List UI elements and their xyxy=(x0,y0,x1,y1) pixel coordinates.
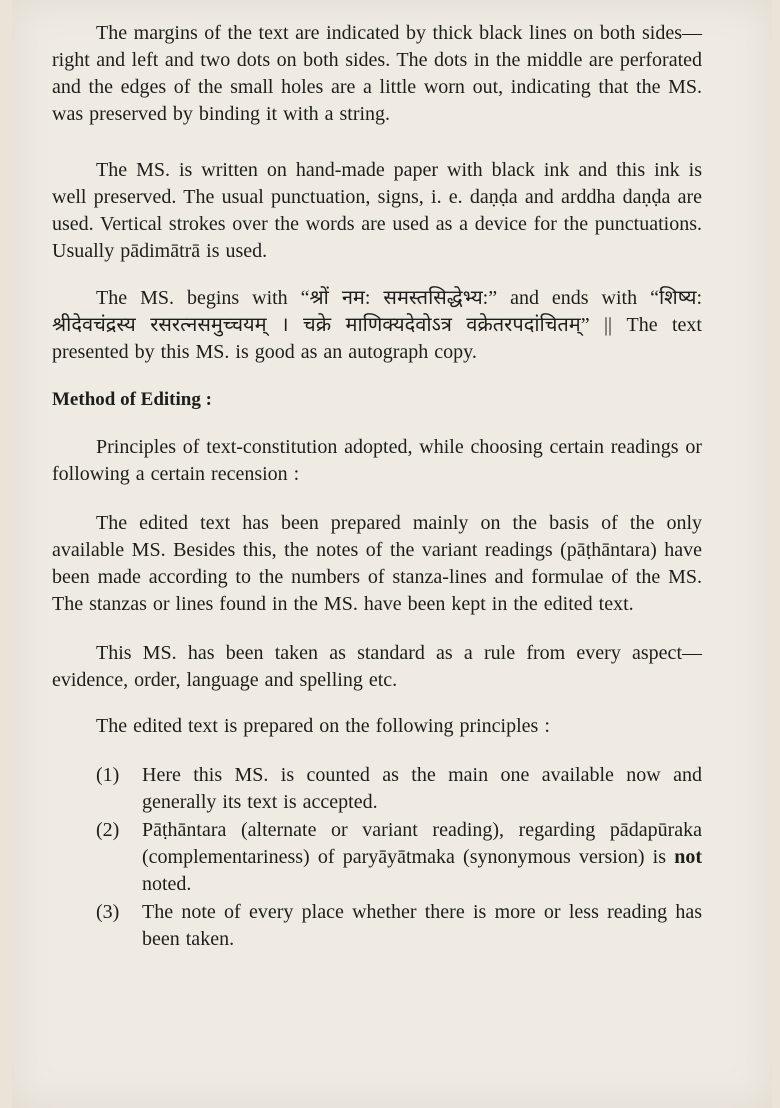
page-text xyxy=(52,14,702,953)
paragraph-standard: This MS. has been taken as standard as a rule from every aspect—evidence, order, language and spelling etc. xyxy=(52,642,702,691)
section-heading: Method of Editing : xyxy=(52,389,212,410)
paragraph-edited-text: The edited text has been prepared mainly on the basis of the only available MS. Besides this, the notes of the variant readings (pāṭhāntara) have been made according to the numbers of stanza-lines and formulae of the MS. The stanzas or lines found in the MS. have been kept in the edited text. xyxy=(52,512,702,615)
paragraph-paper-ink: The MS. is written on hand-made paper with black ink and this ink is well preserved. The usual punctuation, signs, i. e. daṇḍa and arddha daṇḍa are used. Vertical strokes over the words are used as a device for the punctuations. Usually pādimātrā is used. xyxy=(52,159,702,262)
list-item xyxy=(52,899,702,953)
list-item-text-after: noted. xyxy=(142,873,192,895)
list-item-text: The note of every place whether there is more or less reading has been taken. xyxy=(142,901,702,950)
paragraph-begins-ends: The MS. begins with “श्रों नम: समस्तसिद्धेभ्य:” and ends with “शिष्य: श्रीदेवचंद्रस्य रसरत्नसमुच्चयम् । चक्रे माणिक्यदेवोऽत्र वक्रेतरपदांचितम्” || The text presented by this MS. is good as an autograph copy. xyxy=(52,287,702,363)
paragraph-margins: The margins of the text are indicated by thick black lines on both sides—right and left and two dots on both sides. The dots in the middle are perforated and the edges of the small holes are a little worn out, indicating that the MS. was preserved by binding it with a string. xyxy=(52,22,702,125)
list-item-number: (2) xyxy=(96,819,120,841)
paragraph-following-principles: The edited text is prepared on the following principles : xyxy=(96,715,550,737)
principles-list xyxy=(52,762,702,953)
document-page xyxy=(12,0,772,1108)
list-item xyxy=(52,817,702,898)
list-item xyxy=(52,762,702,816)
list-item-bold-word: not xyxy=(674,846,702,868)
list-item-number: (3) xyxy=(96,901,120,923)
paragraph-principles: Principles of text-constitution adopted, while choosing certain readings or following a certain recension : xyxy=(52,436,702,485)
list-item-text: Here this MS. is counted as the main one available now and generally its text is accepted. xyxy=(142,764,702,813)
list-item-number: (1) xyxy=(96,764,120,786)
list-item-text-before: Pāṭhāntara (alternate or variant reading), regarding pādapūraka (complementariness) of paryāyātmaka (synonymous version) is xyxy=(142,819,702,868)
list-item-text xyxy=(142,817,702,898)
